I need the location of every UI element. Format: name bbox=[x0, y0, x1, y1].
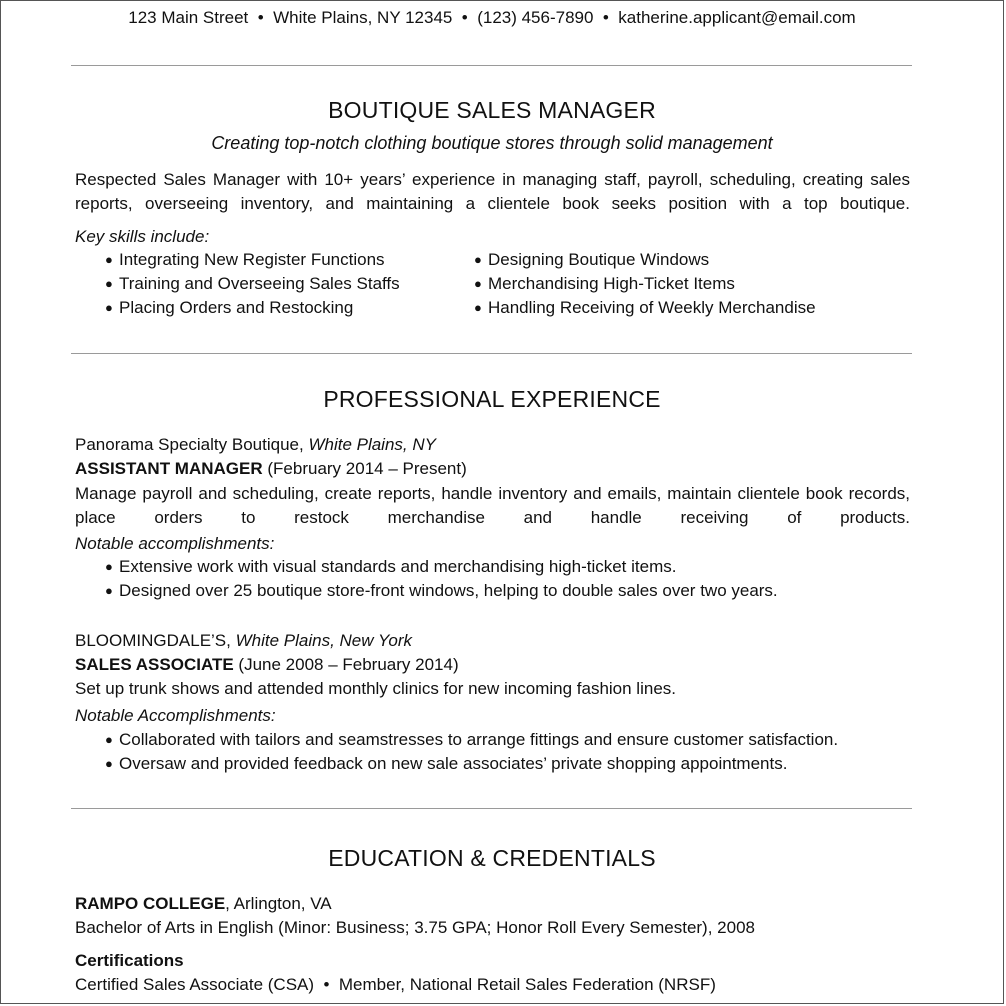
accomplishment-item: ● Extensive work with visual standards and merchandising high-ticket items. bbox=[105, 557, 677, 576]
school-location: , Arlington, VA bbox=[225, 894, 332, 913]
education-heading: EDUCATION & CREDENTIALS bbox=[328, 845, 656, 871]
employer-name: BLOOMINGDALE’S, bbox=[75, 631, 231, 650]
tagline: Creating top-notch clothing boutique stores through solid management bbox=[211, 133, 773, 153]
school-name: RAMPO COLLEGE bbox=[75, 894, 226, 913]
accomplishment-item: ● Oversaw and provided feedback on new sale associates’ private shopping appointments. bbox=[105, 754, 788, 773]
skills-heading: Key skills include: bbox=[75, 227, 210, 246]
skill-item: ● Handling Receiving of Weekly Merchandise bbox=[474, 298, 816, 317]
resume-title: BOUTIQUE SALES MANAGER bbox=[328, 97, 656, 123]
skill-item: ● Designing Boutique Windows bbox=[474, 250, 710, 269]
accomplishment-item: ● Designed over 25 boutique store-front windows, helping to double sales over two years. bbox=[105, 581, 778, 600]
job-dates: (February 2014 – Present) bbox=[267, 459, 467, 478]
job-employer-line bbox=[75, 435, 436, 455]
accomplishment-item: ● Collaborated with tailors and seamstresses to arrange fittings and ensure customer satisfaction. bbox=[105, 730, 839, 749]
skill-item: ● Training and Overseeing Sales Staffs bbox=[105, 274, 400, 293]
job-title-line bbox=[75, 459, 467, 479]
school-line bbox=[75, 894, 332, 914]
contact-line: 123 Main Street • White Plains, NY 12345 • (123) 456-7890 • katherine.applicant@email.com bbox=[128, 8, 856, 27]
skill-item: ● Integrating New Register Functions bbox=[105, 250, 385, 269]
accomplishments-label: Notable accomplishments: bbox=[75, 534, 275, 553]
degree-line: Bachelor of Arts in English (Minor: Business; 3.75 GPA; Honor Roll Every Semester), 2008 bbox=[75, 918, 755, 937]
accomplishments-label: Notable Accomplishments: bbox=[75, 706, 276, 725]
summary-paragraph: Respected Sales Manager with 10+ years’ experience in managing staff, payroll, scheduling, creating sales reports, overseeing inventory, and maintaining a clientele book seeks position with a top boutique. bbox=[75, 170, 910, 213]
skill-item: ● Merchandising High-Ticket Items bbox=[474, 274, 735, 293]
experience-heading: PROFESSIONAL EXPERIENCE bbox=[323, 386, 661, 412]
job-dates: (June 2008 – February 2014) bbox=[238, 655, 459, 674]
employer-location: White Plains, New York bbox=[235, 631, 412, 650]
employer-name: Panorama Specialty Boutique, bbox=[75, 435, 304, 454]
divider bbox=[71, 353, 912, 354]
job-description: Set up trunk shows and attended monthly clinics for new incoming fashion lines. bbox=[75, 679, 676, 698]
job-title: SALES ASSOCIATE bbox=[75, 655, 234, 674]
job-title: ASSISTANT MANAGER bbox=[75, 459, 263, 478]
job-title-line bbox=[75, 655, 459, 675]
divider bbox=[71, 65, 912, 66]
divider bbox=[71, 808, 912, 809]
skill-item: ● Placing Orders and Restocking bbox=[105, 298, 354, 317]
certifications-heading: Certifications bbox=[75, 951, 184, 970]
employer-location: White Plains, NY bbox=[308, 435, 436, 454]
job-employer-line bbox=[75, 631, 412, 651]
job-description: Manage payroll and scheduling, create reports, handle inventory and emails, maintain clientele book records, place orders to restock merchandise and handle receiving of products. bbox=[75, 484, 910, 527]
certifications-line: Certified Sales Associate (CSA) • Member, National Retail Sales Federation (NRSF) bbox=[75, 975, 716, 994]
